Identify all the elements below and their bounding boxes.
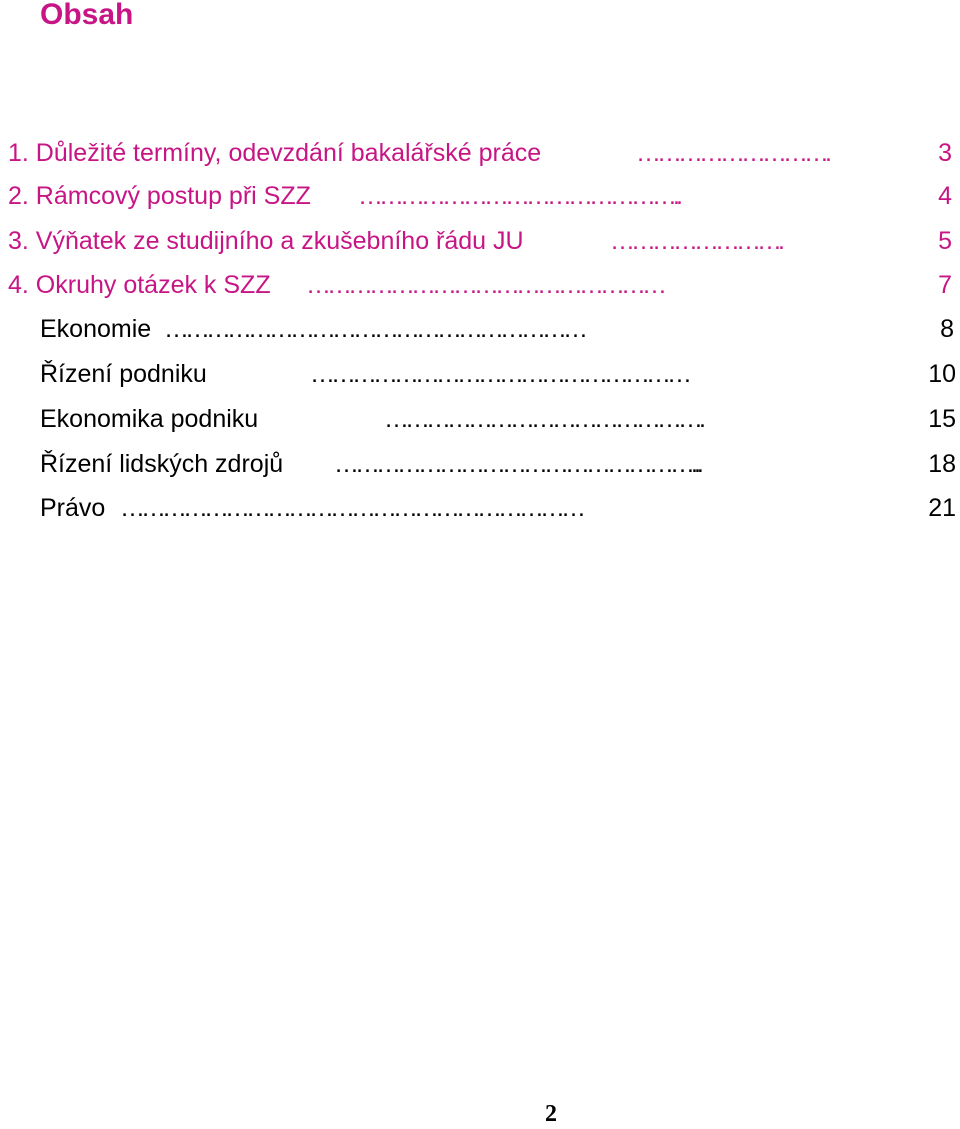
- toc-entry-label: Ekonomika podniku: [40, 405, 259, 433]
- toc-page-number: 3: [938, 139, 952, 167]
- toc-page-number: 8: [940, 315, 954, 343]
- toc-entry-procedure[interactable]: [8, 179, 952, 213]
- toc-page-number: 7: [938, 271, 952, 299]
- toc-leader-dots: ………………………………………………: [310, 360, 688, 388]
- toc-page-number: 10: [928, 360, 956, 388]
- toc-leader-dots: ………………………………………..: [358, 182, 679, 210]
- toc-entry-label: Právo: [40, 494, 106, 522]
- toc-entry-label: Řízení podniku: [40, 360, 207, 388]
- toc-entry-label: Řízení lidských zdrojů: [40, 450, 284, 478]
- toc-page-number: 18: [928, 450, 956, 478]
- toc-page-number: 4: [938, 182, 952, 210]
- toc-leader-dots: ……………………………………………...: [334, 450, 700, 478]
- toc-entry-label: Ekonomie: [40, 315, 152, 343]
- toc-leader-dots: ……………………………………………: [306, 271, 663, 299]
- toc-entry-business-management[interactable]: [40, 357, 956, 391]
- toc-page-number: 5: [938, 227, 952, 255]
- toc-leader-dots: ……………………………………….: [384, 405, 702, 433]
- page-title: Obsah: [40, 0, 134, 31]
- toc-entry-label: 3. Výňatek ze studijního a zkušebního řádu JU: [8, 227, 524, 255]
- table-of-contents: [0, 0, 960, 560]
- toc-entry-terms[interactable]: [8, 136, 952, 170]
- toc-entry-business-economics[interactable]: [40, 402, 956, 436]
- toc-page-number: 15: [928, 405, 956, 433]
- toc-leader-dots: ……………………….: [636, 139, 828, 167]
- toc-entry-label: 1. Důležité termíny, odevzdání bakalářské práce: [8, 139, 542, 167]
- toc-entry-law[interactable]: [40, 491, 956, 525]
- toc-leader-dots: …………………….: [610, 227, 781, 255]
- page-number: 2: [545, 1101, 557, 1127]
- toc-leader-dots: ……………………………………………………: [164, 315, 584, 343]
- toc-entry-human-resources[interactable]: [40, 447, 956, 481]
- toc-entry-label: 4. Okruhy otázek k SZZ: [8, 271, 271, 299]
- toc-entry-economics[interactable]: [40, 312, 954, 346]
- toc-entry-regulations[interactable]: [8, 224, 952, 258]
- toc-page-number: 21: [928, 494, 956, 522]
- toc-leader-dots: …………………………………………………………: [120, 494, 582, 522]
- toc-entry-label: 2. Rámcový postup při SZZ: [8, 182, 311, 210]
- toc-entry-question-topics[interactable]: [8, 268, 952, 302]
